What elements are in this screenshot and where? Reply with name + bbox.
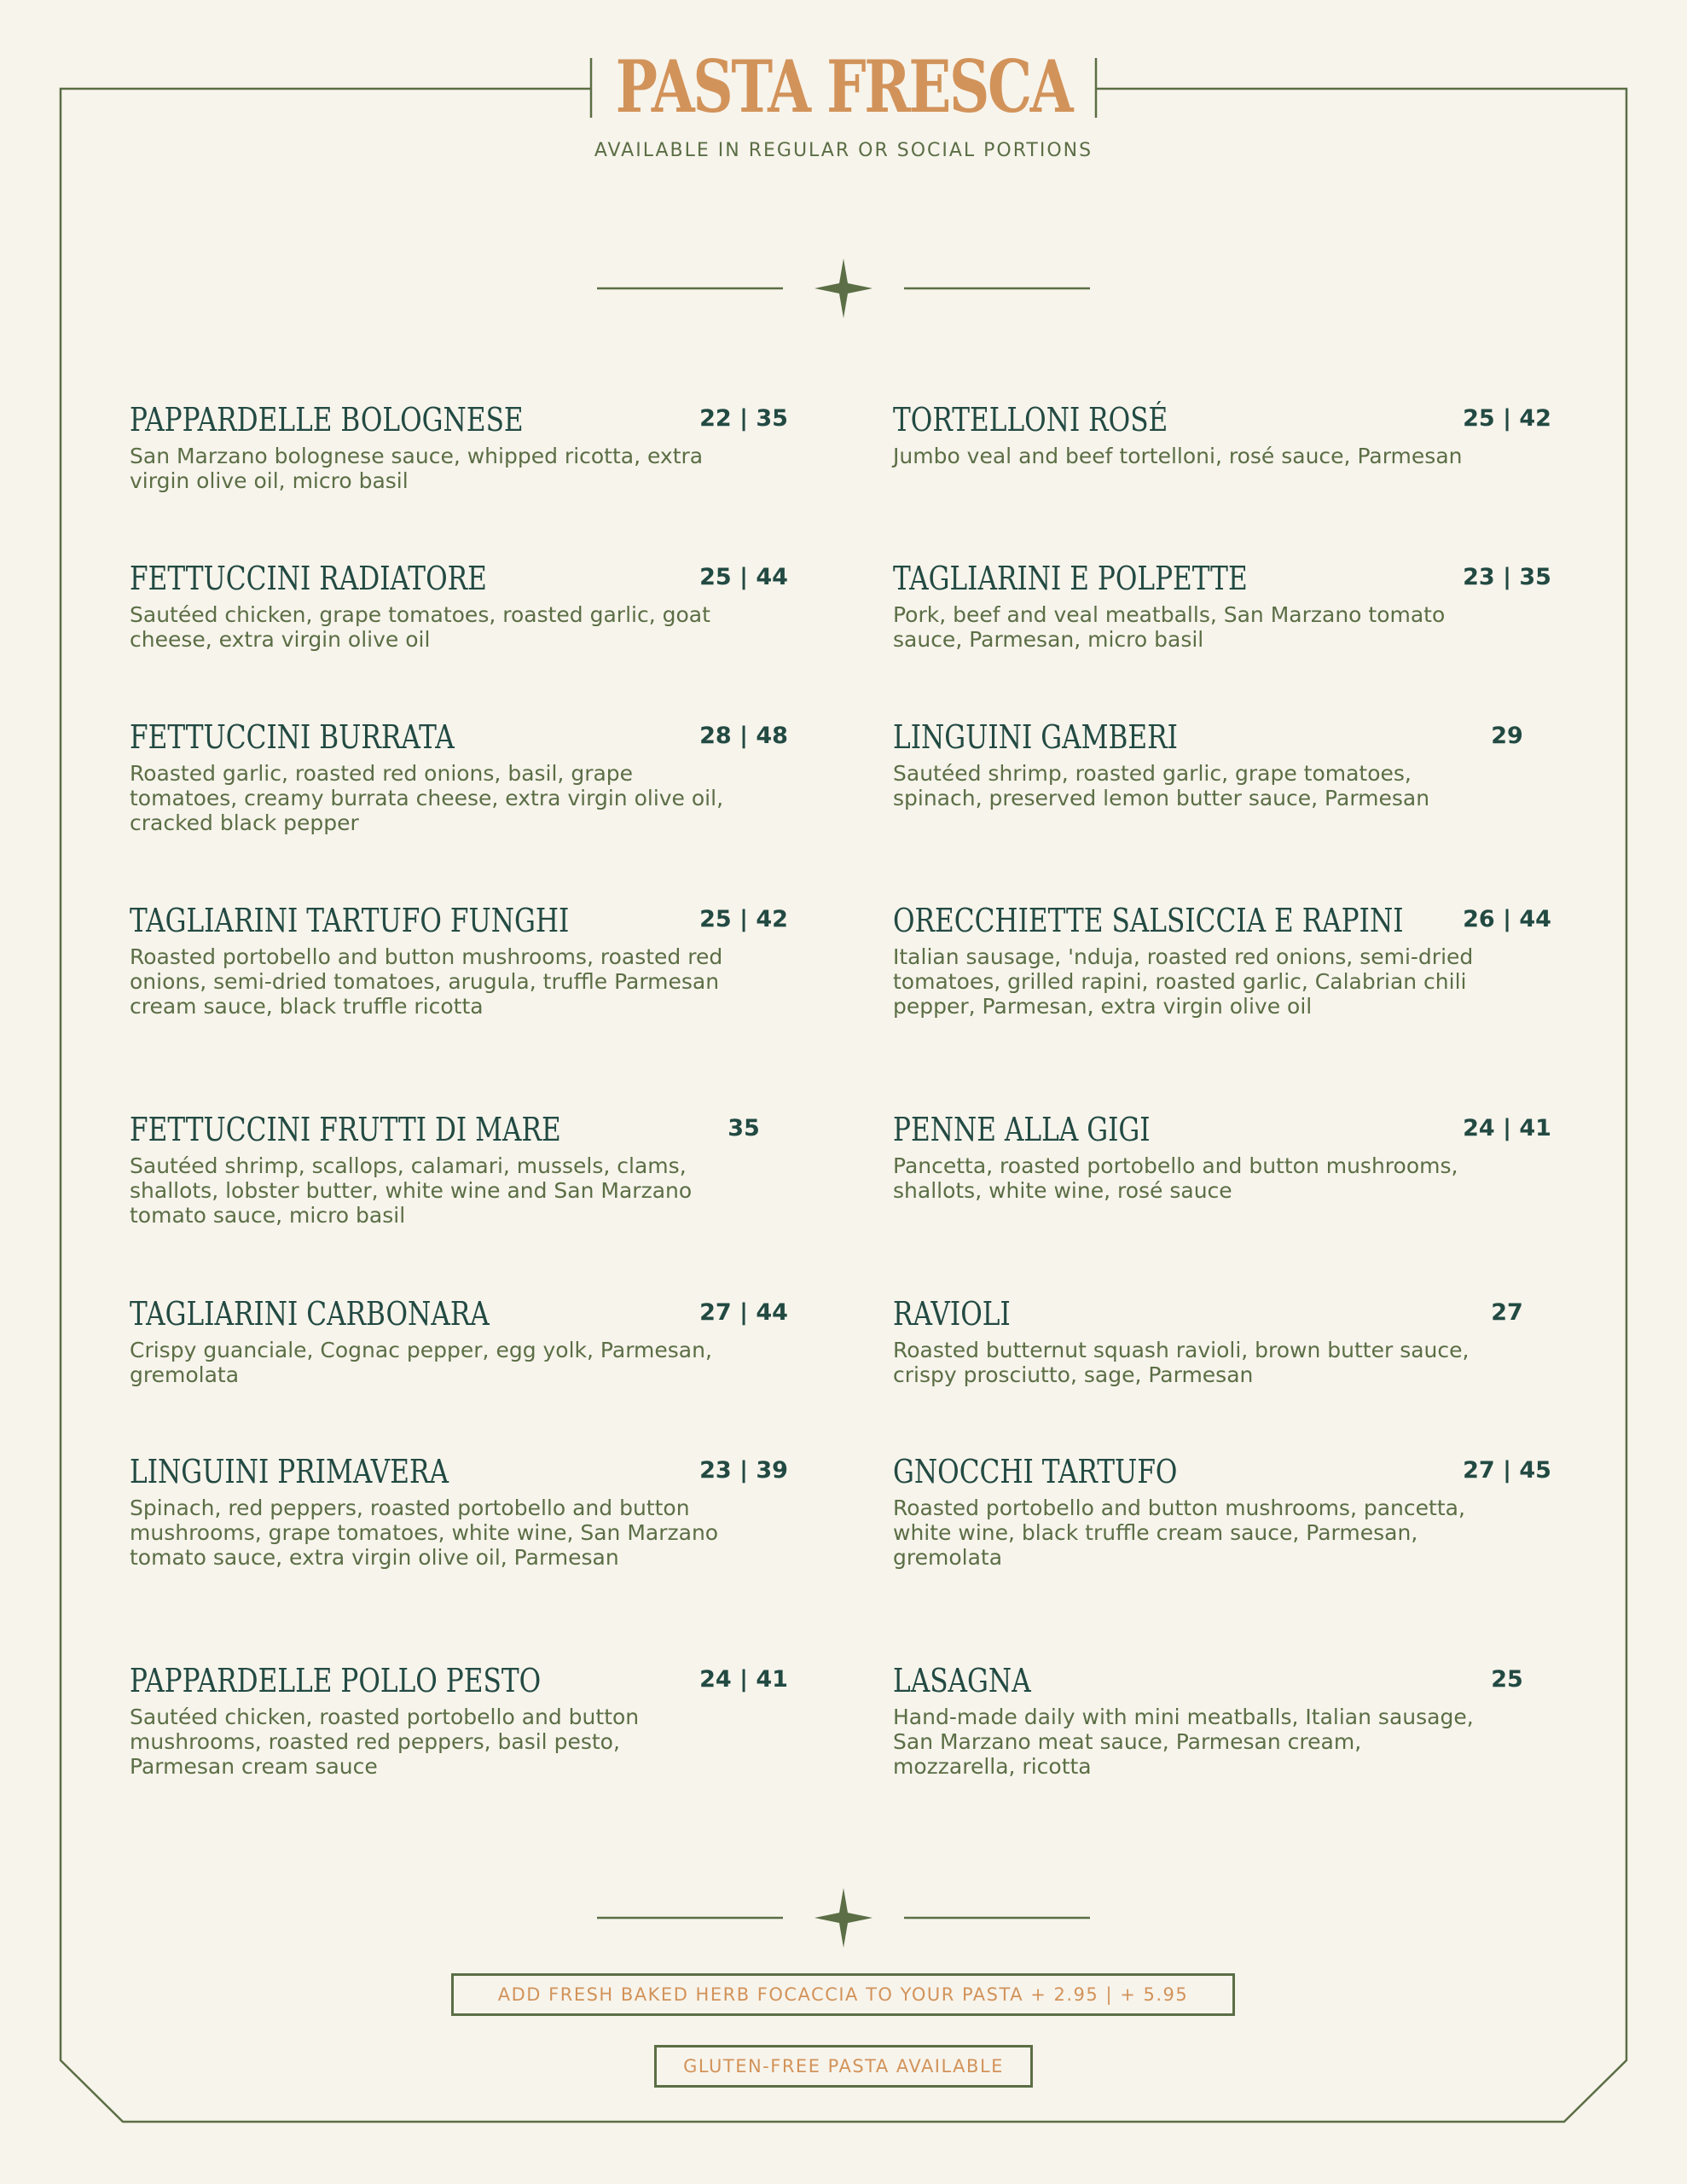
item-description: Roasted butternut squash ravioli, brown butter sauce, crispy prosciutto, sage, Parmesan xyxy=(893,1338,1470,1387)
menu-item xyxy=(130,1660,812,1788)
item-description: Pancetta, roasted portobello and button mushrooms, shallots, white wine, rosé sauce xyxy=(893,1153,1458,1203)
item-price: 27 | 44 xyxy=(699,1299,788,1326)
item-name: TAGLIARINI E POLPETTE xyxy=(893,560,1248,597)
item-name: FETTUCCINI FRUTTI DI MARE xyxy=(130,1111,561,1148)
item-price: 29 xyxy=(1491,723,1523,749)
menu-item xyxy=(893,900,1575,1109)
star-divider-top xyxy=(597,258,1090,318)
item-description: Sautéed shrimp, roasted garlic, grape tomatoes, spinach, preserved lemon butter sauce, Parmesan xyxy=(893,761,1430,810)
item-name: LINGUINI PRIMAVERA xyxy=(130,1453,449,1490)
menu-column-right xyxy=(893,399,1575,1788)
item-name: ORECCHIETTE SALSICCIA E RAPINI xyxy=(893,902,1404,939)
item-price: 25 | 44 xyxy=(699,564,788,590)
item-price: 25 xyxy=(1491,1666,1523,1693)
item-name: LINGUINI GAMBERI xyxy=(893,718,1178,756)
item-name: GNOCCHI TARTUFO xyxy=(893,1453,1178,1490)
item-price: 24 | 41 xyxy=(699,1666,788,1693)
star-divider-bottom xyxy=(597,1888,1090,1948)
page-title: PASTA FRESCA xyxy=(615,44,1072,129)
item-name: TORTELLONI ROSÉ xyxy=(893,401,1168,439)
item-price: 27 | 45 xyxy=(1463,1457,1551,1484)
item-name: TAGLIARINI TARTUFO FUNGHI xyxy=(130,902,570,939)
item-price: 24 | 41 xyxy=(1463,1115,1551,1141)
menu-item xyxy=(130,558,812,717)
focaccia-note: ADD FRESH BAKED HERB FOCACCIA TO YOUR PASTA + 2.95 | + 5.95 xyxy=(451,1973,1235,2016)
item-name: RAVIOLI xyxy=(893,1295,1011,1333)
item-price: 23 | 35 xyxy=(1463,564,1551,590)
item-description: Crispy guanciale, Cognac pepper, egg yolk, Parmesan, gremolata xyxy=(130,1338,712,1387)
item-description: Sautéed chicken, roasted portobello and button mushrooms, roasted red peppers, basil pesto, Parmesan cream sauce xyxy=(130,1705,640,1779)
item-description: Roasted garlic, roasted red onions, basil, grape tomatoes, creamy burrata cheese, extra virgin olive oil, cracked black pepper xyxy=(130,761,724,835)
item-description: Roasted portobello and button mushrooms, roasted red onions, semi-dried tomatoes, arugula, truffle Parmesan cream sauce, black truffle ricotta xyxy=(130,944,723,1019)
item-description: Spinach, red peppers, roasted portobello and button mushrooms, grape tomatoes, white wine, San Marzano tomato sauce, extra virgin olive oil, Parmesan xyxy=(130,1496,719,1570)
menu-item xyxy=(893,1293,1575,1451)
item-description: San Marzano bolognese sauce, whipped ricotta, extra virgin olive oil, micro basil xyxy=(130,444,704,493)
item-price: 26 | 44 xyxy=(1463,906,1551,932)
menu-item xyxy=(130,717,812,900)
item-name: FETTUCCINI RADIATORE xyxy=(130,560,487,597)
menu-column-left xyxy=(130,399,812,1788)
item-description: Pork, beef and veal meatballs, San Marzano tomato sauce, Parmesan, micro basil xyxy=(893,602,1446,652)
menu-item xyxy=(893,1451,1575,1660)
item-description: Hand-made daily with mini meatballs, Italian sausage, San Marzano meat sauce, Parmesan cream, mozzarella, ricotta xyxy=(893,1705,1474,1779)
item-price: 28 | 48 xyxy=(699,723,788,749)
four-point-star-icon xyxy=(815,258,872,318)
item-price: 27 xyxy=(1491,1299,1523,1326)
item-description: Sautéed shrimp, scallops, calamari, mussels, clams, shallots, lobster butter, white wine and San Marzano tomato sauce, micro basil xyxy=(130,1153,693,1228)
menu-item xyxy=(893,1109,1575,1293)
item-name: PAPPARDELLE POLLO PESTO xyxy=(130,1662,542,1699)
item-name: FETTUCCINI BURRATA xyxy=(130,718,455,756)
menu-item xyxy=(893,558,1575,717)
item-price: 25 | 42 xyxy=(699,906,788,932)
item-price: 25 | 42 xyxy=(1463,405,1551,432)
item-price: 22 | 35 xyxy=(699,405,788,432)
item-description: Roasted portobello and button mushrooms, pancetta, white wine, black truffle cream sauce, Parmesan, gremolata xyxy=(893,1496,1465,1570)
item-price: 23 | 39 xyxy=(699,1457,788,1484)
menu-item xyxy=(130,900,812,1109)
item-name: TAGLIARINI CARBONARA xyxy=(130,1295,490,1333)
page-subtitle: AVAILABLE IN REGULAR OR SOCIAL PORTIONS xyxy=(594,140,1093,161)
menu-item xyxy=(130,399,812,558)
menu-item xyxy=(130,1451,812,1660)
item-description: Sautéed chicken, grape tomatoes, roasted garlic, goat cheese, extra virgin olive oil xyxy=(130,602,710,652)
menu-item xyxy=(893,1660,1575,1788)
item-price: 35 xyxy=(728,1115,760,1141)
menu-item xyxy=(893,399,1575,558)
item-description: Jumbo veal and beef tortelloni, rosé sauce, Parmesan xyxy=(893,444,1463,468)
four-point-star-icon xyxy=(815,1888,872,1948)
menu-item xyxy=(130,1109,812,1293)
item-name: LASAGNA xyxy=(893,1662,1031,1699)
gluten-free-note: GLUTEN-FREE PASTA AVAILABLE xyxy=(654,2045,1033,2088)
item-description: Italian sausage, 'nduja, roasted red onions, semi-dried tomatoes, grilled rapini, roasted garlic, Calabrian chili pepper, Parmesan, extra virgin olive oil xyxy=(893,944,1474,1019)
menu-item xyxy=(130,1293,812,1451)
menu-item xyxy=(893,717,1575,900)
item-name: PAPPARDELLE BOLOGNESE xyxy=(130,401,524,439)
item-name: PENNE ALLA GIGI xyxy=(893,1111,1151,1148)
